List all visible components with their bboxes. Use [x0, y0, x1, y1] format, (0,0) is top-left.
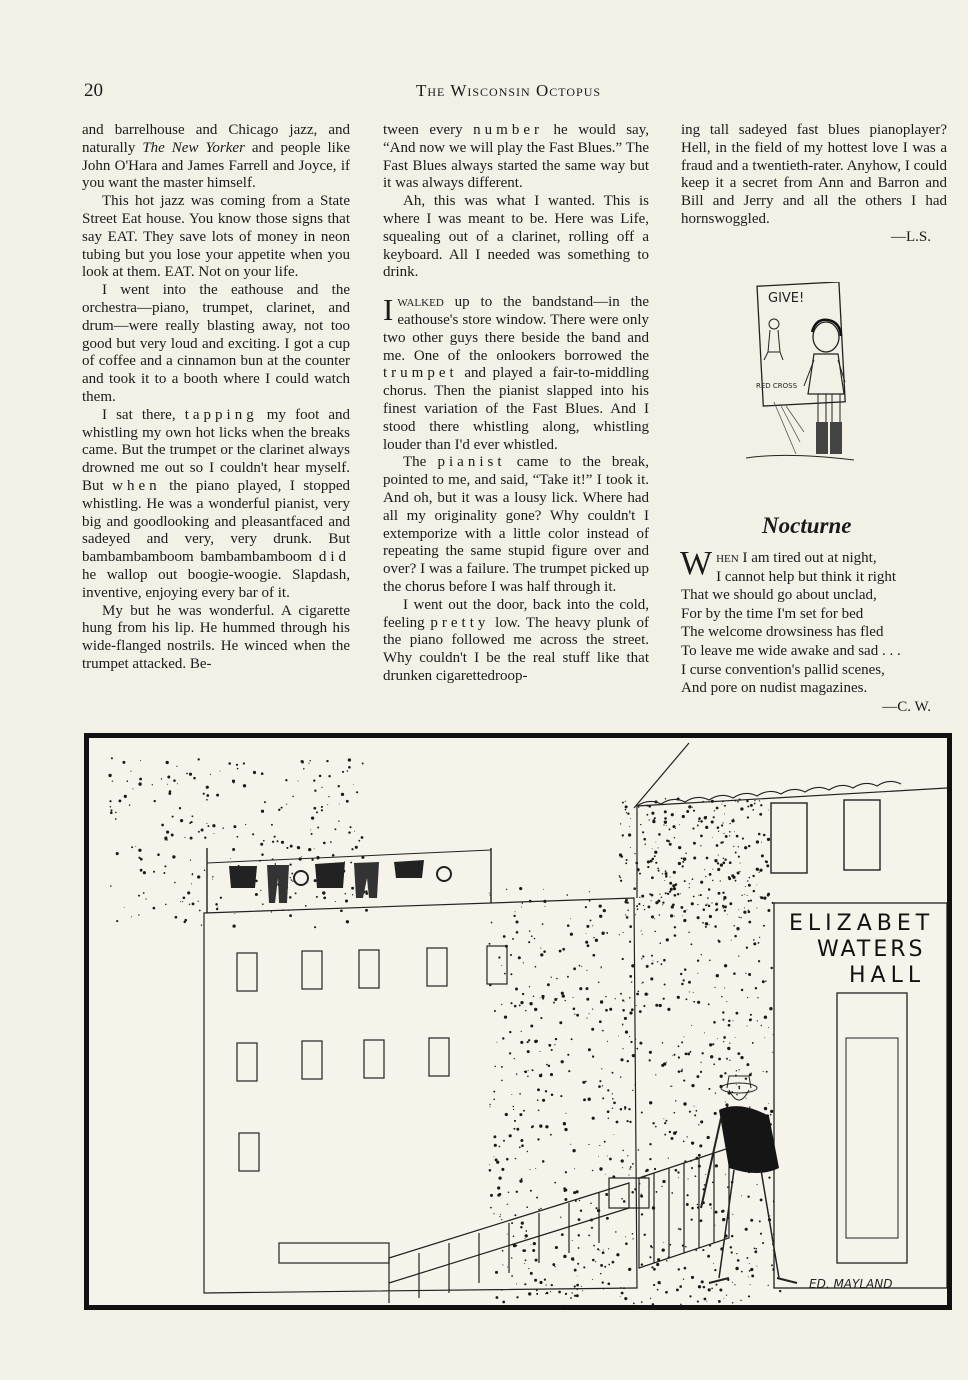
- poem-line: And pore on nudist magazines.: [681, 680, 868, 697]
- poem-line: That we should go about unclad,: [681, 587, 877, 604]
- poem-line: For by the time I'm set for bed: [681, 605, 864, 622]
- poster-subtext: RED CROSS: [756, 382, 798, 390]
- poem-signature: —C. W.: [882, 698, 931, 715]
- poster-text: GIVE!: [768, 291, 805, 306]
- poem-line: I cannot help but think it right: [716, 568, 897, 585]
- paragraph: The pianist came to the break, pointed to me, and said, “Take it!” I took it. And oh, but it was a lousy lick. Where had all my originality gone? Why couldn't I extemporize with a little color instead of repeating the same stupid figure over and over? I was a failure. The trumpet picked up the chorus before I was half through it.: [383, 454, 649, 595]
- cartoon-drawing: [746, 282, 854, 477]
- paragraph: This hot jazz was coming from a State Street Eat house. You know those signs that say EAT. They save lots of money in neon tubing but you lose your appetite when you look at them. EAT. Not on your life.: [82, 193, 350, 281]
- poem-line: The welcome drowsiness has fled: [681, 624, 884, 641]
- author-signature: —L.S.: [890, 228, 931, 245]
- svg-text:ELIZABET: ELIZABET: [789, 911, 935, 936]
- poem-title: Nocturne: [762, 513, 852, 538]
- paragraph: ing tall sadeyed fast blues pianoplayer? Hell, in the field of my hottest love I was a fraud and a twentieth-rater. Anyhow, I could keep it a secret from Ann and Barron and Bill and Jerry and all the others I had hornswoggled.: [681, 122, 947, 227]
- article-column-1: [82, 122, 350, 674]
- svg-text:HALL: HALL: [849, 963, 926, 988]
- windows: [237, 946, 507, 1171]
- poem-line: To leave me wide awake and sad . . .: [681, 642, 901, 659]
- laundry: [229, 860, 451, 903]
- poem-line: When I am tired out at night,: [680, 545, 877, 582]
- paragraph: and barrelhouse and Chicago jazz, and naturally The New Yorker and people like John O'Hara and James Farrell and Joyce, if you want the master himself.: [82, 122, 350, 192]
- paragraph: Ah, this was what I wanted. This is where I was meant to be. Here was Life, squealing out of a clarinet, rolling off a keyboard. All I needed was something to drink.: [383, 193, 649, 281]
- red-cross-girl-cartoon: [746, 282, 854, 477]
- drop-cap: I: [383, 292, 394, 328]
- page-number: 20: [84, 80, 103, 101]
- drop-cap: W: [680, 545, 713, 582]
- railing: [279, 1148, 729, 1303]
- paragraph: tween every number he would say, “And now we will play the Fast Blues.” The Fast Blues always started the same way but it was always different.: [383, 122, 649, 192]
- article-column-2: [383, 122, 649, 686]
- paragraph: I went out the door, back into the cold, feeling pretty low. The heavy plunk of the piano followed me across the street. Why couldn't I be the real stuff like that drunken cigarettedroop-: [383, 596, 649, 684]
- poem-line: I curse convention's pallid scenes,: [681, 661, 885, 678]
- italic-title: The New Yorker: [142, 139, 245, 156]
- paragraph: I sat there, tapping my foot and whistling my own hot licks when the breaks came. But the trumpet or the clarinet always drowned me out so I couldn't hear myself. But when the piano played, I stopped whistling. He was a wonderful pianist, very big and goodlooking and pleasantfaced and sadeyed and very, very drunk. But bambambamboom bambambamboom did he wallop out boogie-woogie. Slapdash, inventive, enjoying every bar of it.: [82, 406, 350, 601]
- article-column-3: [681, 122, 947, 247]
- paragraph-dropcap: Iwalked up to the bandstand—in the eathouse's store window. There were only two other guys there beside the band and me. One of the onlookers borrowed the trumpet and played a fair-to-middling chorus. Then the pianist slapped into his finest variation of the Fast Blues. And I stood there whistling along, whistling louder than I'd ever whistled.: [383, 292, 649, 453]
- paragraph: I went into the eathouse and the orchestra—piano, trumpet, clarinet, and drum—were really blasting away, not too good but very loud and exciting. I got a cup of coffee and a cinnamon bun at the counter and took it to a booth where I could watch them.: [82, 282, 350, 405]
- dormitory-cartoon: [84, 733, 952, 1310]
- artist-signature: ED. MAYLAND: [809, 1277, 893, 1291]
- paragraph: My but he was wonderful. A cigarette hung from his lip. He hummed through his wide-flanged nostrils. He winced when the trumpet attacked. Be-: [82, 602, 350, 672]
- poem: [680, 545, 953, 716]
- svg-text:WATERS: WATERS: [817, 937, 926, 962]
- running-title: The Wisconsin Octopus: [416, 81, 602, 100]
- cartoon-illustration: [89, 738, 947, 1305]
